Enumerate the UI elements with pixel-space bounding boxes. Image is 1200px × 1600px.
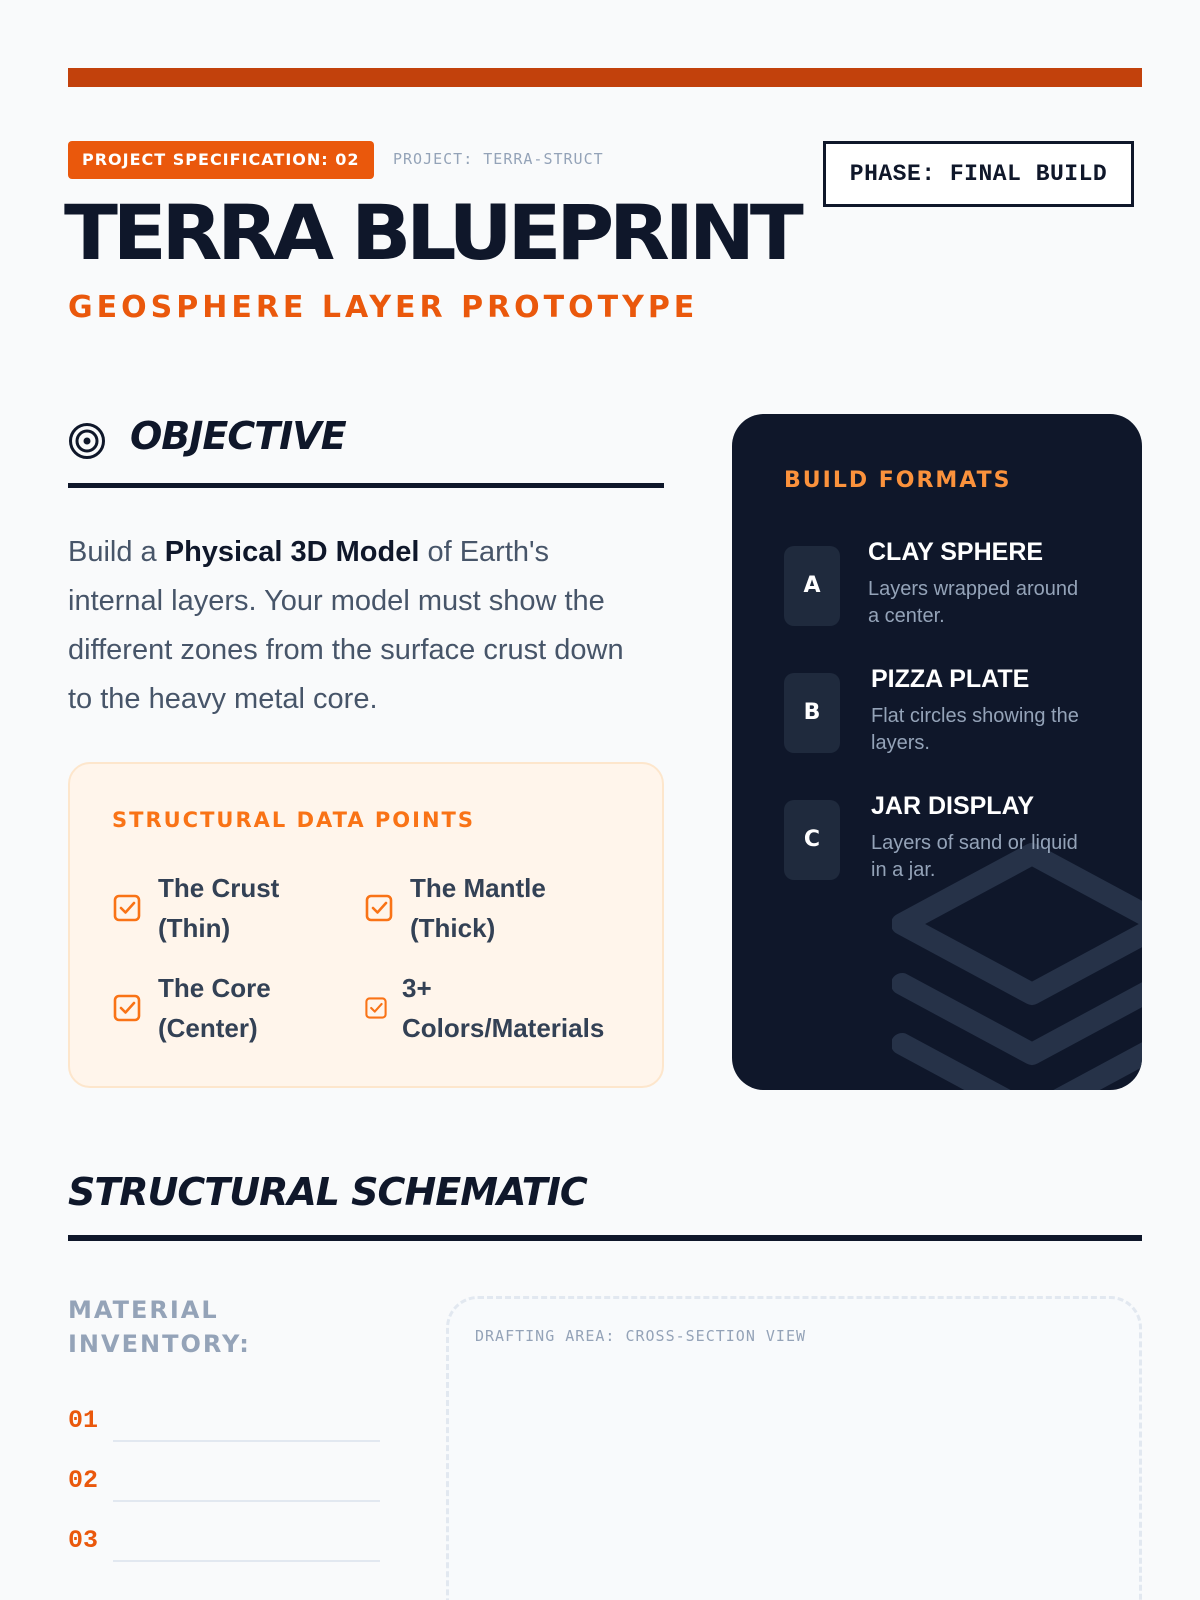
data-point-core: The Core (Center) — [112, 968, 271, 1048]
inventory-row-02[interactable] — [68, 1462, 380, 1502]
schematic-divider — [68, 1235, 1142, 1241]
top-accent-bar — [68, 68, 1142, 87]
inventory-number: 03 — [68, 1526, 99, 1555]
drafting-label: DRAFTING AREA: CROSS-SECTION VIEW — [475, 1327, 807, 1345]
objective-highlight: Physical 3D Model — [164, 536, 420, 568]
format-pizza-plate — [784, 665, 1114, 755]
checkbox-icon — [364, 996, 388, 1020]
objective-text: Build a Physical 3D Model of Earth's internal layers. Your model must show the different zones from the surface crust down to the heavy metal core. — [68, 536, 624, 715]
inventory-number: 01 — [68, 1406, 99, 1435]
format-desc: Layers of sand or liquid in a jar. — [871, 832, 1078, 881]
data-card-title: STRUCTURAL DATA POINTS — [112, 808, 475, 832]
page-subtitle: GEOSPHERE LAYER PROTOTYPE — [68, 290, 699, 325]
inventory-number: 02 — [68, 1466, 99, 1495]
format-jar-display — [784, 792, 1114, 882]
inventory-row-01[interactable] — [68, 1402, 380, 1442]
format-desc: Flat circles showing the layers. — [871, 705, 1079, 754]
checkbox-icon — [364, 893, 394, 923]
drafting-area[interactable] — [446, 1296, 1142, 1600]
schematic-title: STRUCTURAL SCHEMATIC — [68, 1170, 587, 1214]
data-point-materials: 3+ Colors/Materials — [364, 968, 604, 1048]
objective-title: OBJECTIVE — [130, 414, 346, 458]
inventory-write-line[interactable] — [113, 1560, 380, 1562]
inventory-title: MATERIAL INVENTORY: — [68, 1296, 251, 1358]
format-letter: B — [784, 673, 840, 753]
page-title: TERRA BLUEPRINT — [64, 188, 799, 277]
format-name: JAR DISPLAY — [871, 792, 1035, 820]
format-clay-sphere — [784, 538, 1114, 628]
spec-badge: PROJECT SPECIFICATION: 02 — [68, 141, 374, 179]
format-name: PIZZA PLATE — [871, 665, 1030, 693]
data-point-mantle: The Mantle (Thick) — [364, 868, 546, 948]
inventory-write-line[interactable] — [113, 1440, 380, 1442]
checkbox-icon — [112, 893, 142, 923]
build-formats-card — [732, 414, 1142, 1090]
structural-data-card — [68, 762, 664, 1088]
data-point-crust: The Crust (Thin) — [112, 868, 279, 948]
target-icon — [68, 422, 106, 460]
checkbox-icon — [112, 993, 142, 1023]
format-letter: A — [784, 546, 840, 626]
format-letter: C — [784, 800, 840, 880]
objective-header — [68, 412, 664, 488]
format-desc: Layers wrapped around a center. — [868, 578, 1079, 627]
inventory-row-03[interactable] — [68, 1522, 380, 1562]
formats-title: BUILD FORMATS — [784, 468, 1012, 493]
inventory-write-line[interactable] — [113, 1500, 380, 1502]
format-name: CLAY SPHERE — [868, 538, 1044, 566]
phase-box: PHASE: FINAL BUILD — [823, 141, 1134, 207]
project-code: PROJECT: TERRA-STRUCT — [393, 150, 604, 168]
